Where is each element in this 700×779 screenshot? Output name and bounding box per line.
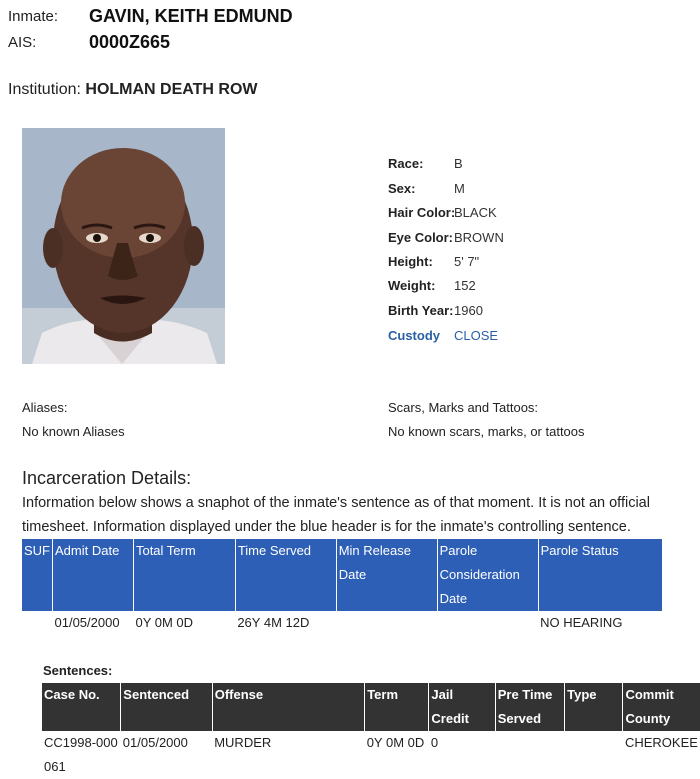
col-term: Term bbox=[365, 683, 429, 731]
scars-label: Scars, Marks and Tattoos: bbox=[388, 400, 539, 415]
cell-time-served: 26Y 4M 12D bbox=[237, 615, 310, 630]
attr-custody[interactable] bbox=[388, 328, 688, 352]
col-type: Type bbox=[565, 683, 623, 731]
attr-weight-value: 152 bbox=[454, 278, 476, 293]
col-suf: SUF bbox=[22, 539, 53, 611]
attr-height-label: Height: bbox=[388, 254, 433, 269]
sentences-header-row bbox=[42, 683, 700, 731]
col-admit-date: Admit Date bbox=[53, 539, 134, 611]
sentences-title: Sentences: bbox=[43, 663, 113, 678]
attr-hair-label: Hair Color: bbox=[388, 205, 456, 220]
cell-total-term: 0Y 0M 0D bbox=[135, 615, 194, 630]
inmate-photo bbox=[22, 128, 225, 364]
attr-birth-year-label: Birth Year: bbox=[388, 303, 454, 318]
col-offense: Offense bbox=[212, 683, 364, 731]
col-parole-status: Parole Status bbox=[538, 539, 662, 611]
attr-hair-value: BLACK bbox=[454, 205, 497, 220]
attr-race-value: B bbox=[454, 156, 463, 171]
table-row bbox=[42, 731, 700, 779]
col-case-no: Case No. bbox=[42, 683, 121, 731]
incarceration-description-line1: Information below shows a snaphot of the inmate's sentence as of that moment. It is not an official bbox=[22, 495, 650, 511]
attr-sex-value: M bbox=[454, 181, 465, 196]
institution bbox=[8, 81, 258, 99]
cell-suf bbox=[22, 611, 53, 635]
col-pre-time-served: Pre Time Served bbox=[495, 683, 564, 731]
cell-commit-county: CHEROKEE bbox=[624, 735, 698, 750]
attr-sex-label: Sex: bbox=[388, 181, 416, 196]
cell-case-no: CC1998-000061 bbox=[44, 735, 118, 774]
incarceration-description-line2: timesheet. Information displayed under the blue header is for the inmate's controlling sentence. bbox=[22, 519, 631, 535]
col-sentenced: Sentenced bbox=[121, 683, 212, 731]
incarceration-header-row bbox=[22, 539, 662, 611]
cell-term: 0Y 0M 0D bbox=[366, 735, 425, 750]
cell-pre-time-served bbox=[495, 731, 564, 779]
cell-parole-consideration-date bbox=[437, 611, 538, 635]
attr-eye-value: BROWN bbox=[454, 230, 504, 245]
ais-number: 0000Z665 bbox=[89, 32, 171, 52]
attr-eye-label: Eye Color: bbox=[388, 230, 454, 245]
col-parole-consideration-date: Parole Consideration Date bbox=[437, 539, 538, 611]
attr-eye-color bbox=[388, 230, 688, 254]
ais-label: AIS: bbox=[8, 34, 37, 51]
scars-value: No known scars, marks, or tattoos bbox=[388, 424, 585, 439]
incarceration-description bbox=[22, 491, 700, 539]
cell-admit-date: 01/05/2000 bbox=[54, 615, 120, 630]
cell-parole-status: NO HEARING bbox=[540, 615, 623, 630]
institution-label: Institution: bbox=[8, 81, 81, 98]
institution-name: HOLMAN DEATH ROW bbox=[85, 81, 258, 98]
cell-sentenced: 01/05/2000 bbox=[122, 735, 188, 750]
attr-height bbox=[388, 254, 688, 278]
sentences-table bbox=[42, 683, 700, 779]
attr-custody-value[interactable]: CLOSE bbox=[454, 328, 499, 343]
table-row bbox=[22, 611, 662, 635]
attr-custody-label: Custody bbox=[388, 328, 440, 343]
inmate-label: Inmate: bbox=[8, 8, 59, 25]
col-commit-county: Commit County bbox=[623, 683, 700, 731]
attr-race-label: Race: bbox=[388, 156, 424, 171]
attr-birth-year bbox=[388, 303, 688, 327]
attr-weight bbox=[388, 278, 688, 302]
col-time-served: Time Served bbox=[235, 539, 336, 611]
col-jail-credit: Jail Credit bbox=[429, 683, 495, 731]
attr-sex bbox=[388, 181, 688, 205]
inmate-name: GAVIN, KEITH EDMUND bbox=[89, 6, 293, 26]
cell-jail-credit: 0 bbox=[430, 735, 439, 750]
attr-race bbox=[388, 156, 688, 180]
incarceration-title: Incarceration Details: bbox=[22, 468, 192, 488]
incarceration-table bbox=[22, 539, 662, 635]
attr-weight-label: Weight: bbox=[388, 278, 436, 293]
attr-hair-color bbox=[388, 205, 688, 229]
col-total-term: Total Term bbox=[133, 539, 235, 611]
aliases-label: Aliases: bbox=[22, 400, 68, 415]
cell-min-release-date bbox=[336, 611, 437, 635]
cell-offense: MURDER bbox=[214, 735, 272, 750]
attr-height-value: 5' 7" bbox=[454, 254, 480, 269]
col-min-release-date: Min Release Date bbox=[336, 539, 437, 611]
aliases-value: No known Aliases bbox=[22, 424, 125, 439]
cell-type bbox=[565, 731, 623, 779]
attr-birth-year-value: 1960 bbox=[454, 303, 483, 318]
